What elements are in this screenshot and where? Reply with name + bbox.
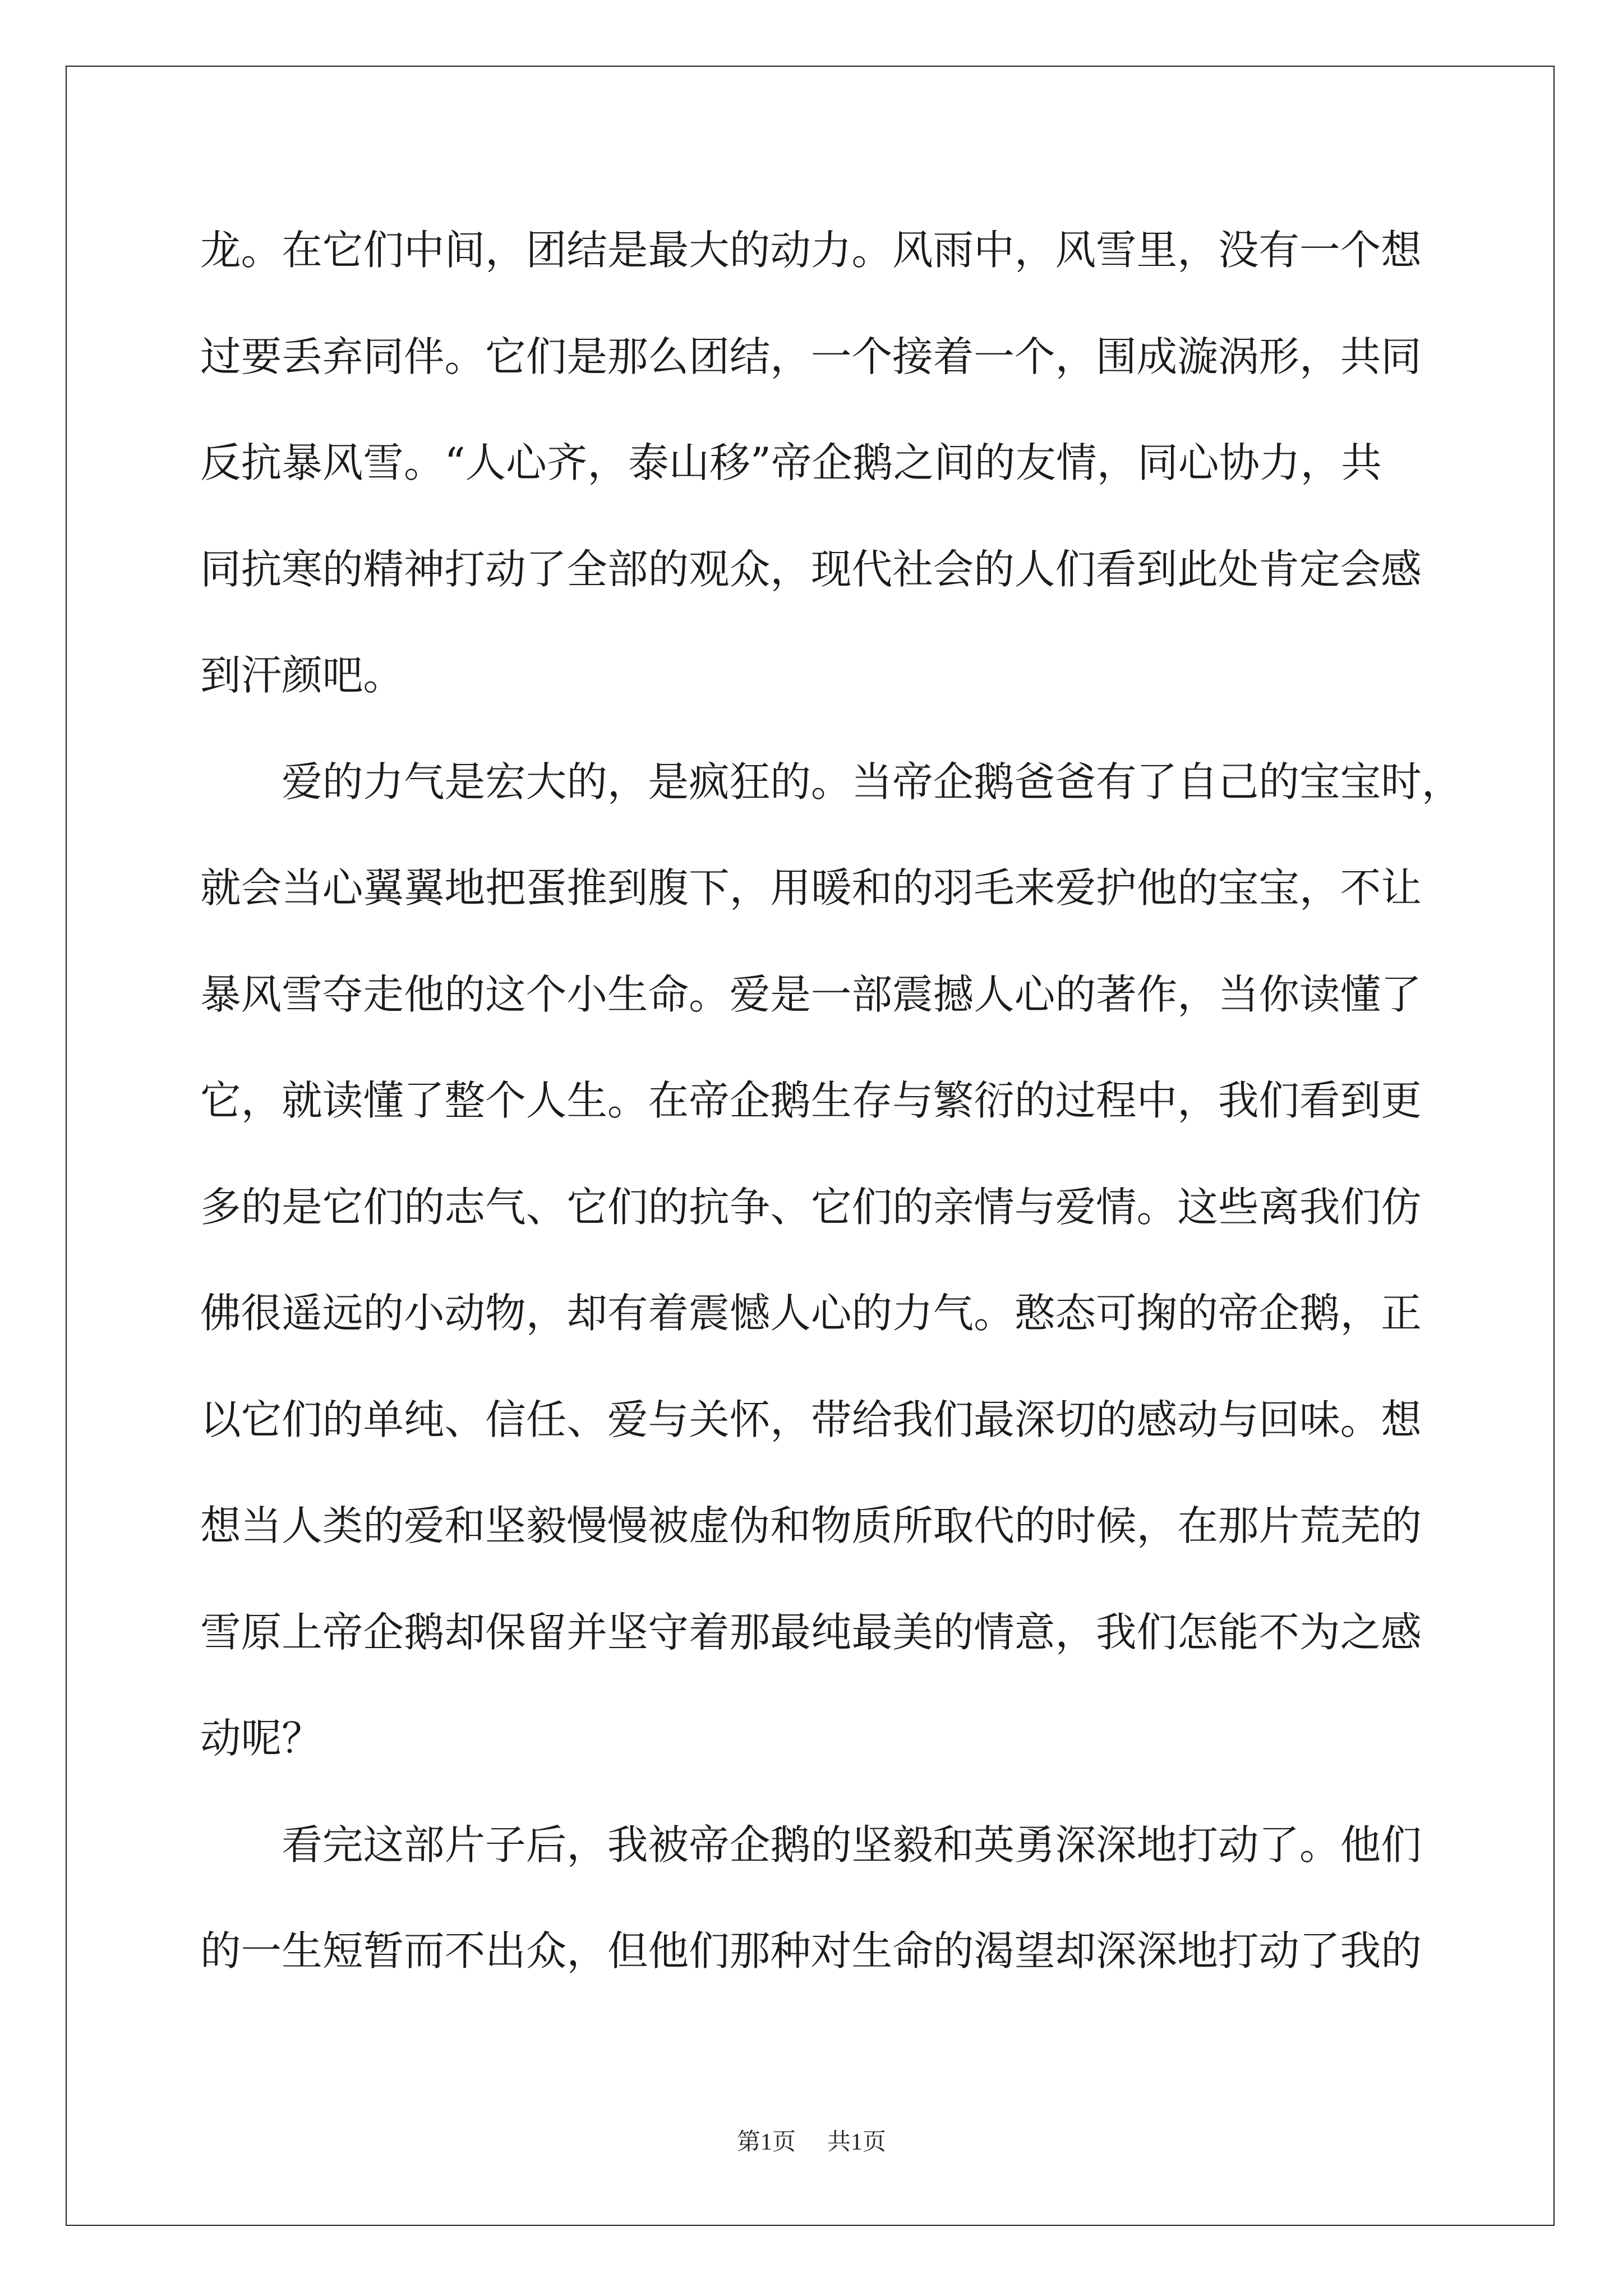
text-line: 以它们的单纯、信任、爱与关怀，带给我们最深切的感动与回味。想 <box>200 1396 1422 1444</box>
paragraph <box>200 198 1490 730</box>
text-line: 龙。在它们中间，团结是最大的动力。风雨中，风雪里，没有一个想 <box>200 227 1422 274</box>
page-footer <box>0 2125 1623 2159</box>
text-line: 雪原上帝企鹅却保留并坚守着那最纯最美的情意，我们怎能不为之感 <box>200 1609 1422 1657</box>
text-line: 暴风雪夺走他的这个小生命。爱是一部震撼人心的著作，当你读懂了 <box>200 971 1422 1019</box>
page-number: 第1页 <box>736 2129 796 2155</box>
paragraph <box>200 1793 1490 2005</box>
text-line: 动呢？ <box>200 1715 322 1763</box>
text-line: 佛很遥远的小动物，却有着震憾人心的力气。憨态可掬的帝企鹅，正 <box>200 1290 1422 1337</box>
page-total: 共1页 <box>827 2129 887 2155</box>
text-line: 同抗寒的精神打动了全部的观众，现代社会的人们看到此处肯定会感 <box>200 546 1422 593</box>
text-line: 反抗暴风雪。“人心齐，泰山移”帝企鹅之间的友情，同心协力，共 <box>200 440 1382 487</box>
text-line: 想当人类的爱和坚毅慢慢被虚伪和物质所取代的时候，在那片荒芜的 <box>200 1503 1422 1550</box>
text-line: 过要丢弃同伴。它们是那么团结，一个接着一个，围成漩涡形，共同 <box>200 333 1422 381</box>
text-line: 的一生短暂而不出众，但他们那种对生命的渴望却深深地打动了我的 <box>200 1928 1422 1975</box>
text-line: 它，就读懂了整个人生。在帝企鹅生存与繁衍的过程中，我们看到更 <box>200 1078 1422 1125</box>
text-line: 看完这部片子后，我被帝企鹅的坚毅和英勇深深地打动了。他们 <box>282 1821 1422 1869</box>
text-line: 多的是它们的志气、它们的抗争、它们的亲情与爱情。这些离我们仿 <box>200 1184 1422 1231</box>
text-line: 就会当心翼翼地把蛋推到腹下，用暖和的羽毛来爱护他的宝宝，不让 <box>200 865 1422 912</box>
text-line: 爱的力气是宏大的，是疯狂的。当帝企鹅爸爸有了自己的宝宝时， <box>282 758 1463 806</box>
document-body <box>200 198 1490 2005</box>
text-line: 到汗颜吧。 <box>200 652 404 700</box>
paragraph <box>200 730 1490 1793</box>
